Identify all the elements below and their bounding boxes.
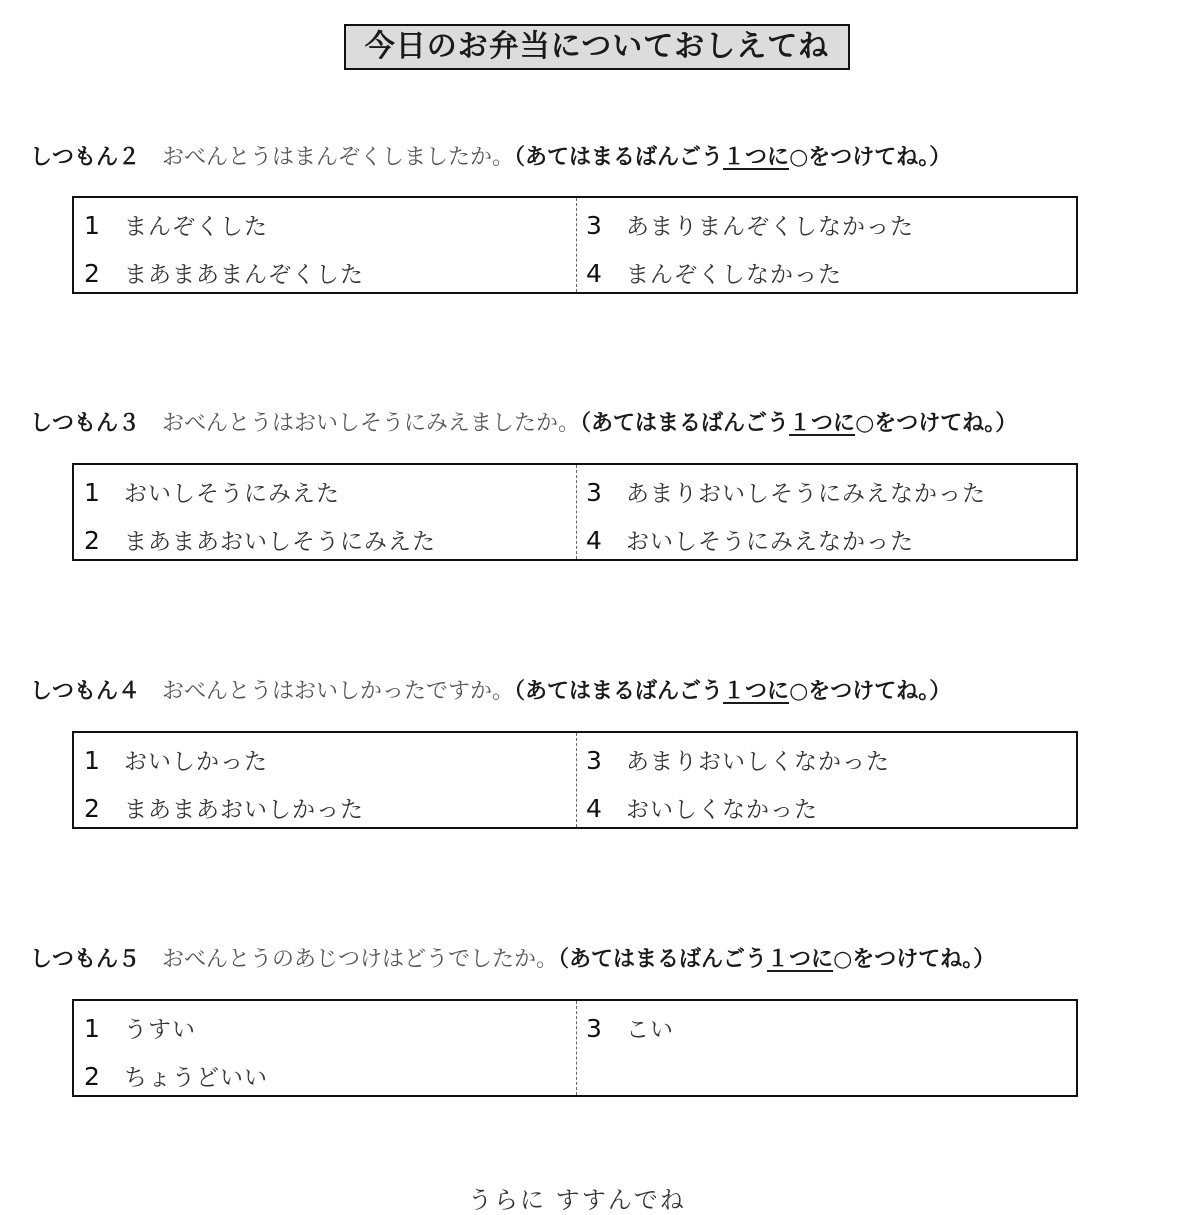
question-text: おべんとうはまんぞくしましたか。 — [162, 145, 515, 170]
answer-box-2 — [72, 196, 1078, 294]
question-label: しつもん２ — [30, 145, 141, 170]
question-label: しつもん３ — [30, 411, 141, 436]
column-divider — [576, 733, 577, 827]
answer-box-5 — [72, 999, 1078, 1097]
question-text: おべんとうのあじつけはどうでしたか。 — [162, 947, 559, 972]
column-divider — [576, 198, 577, 292]
question-label: しつもん４ — [30, 679, 141, 704]
answer-box-3 — [72, 463, 1078, 561]
answer-option[interactable]: 1 うすい — [84, 1014, 196, 1043]
answer-option[interactable]: 2 ちょうどいい — [84, 1062, 268, 1091]
answer-box-4 — [72, 731, 1078, 829]
page-title: 今日のお弁当についておしえてね — [344, 24, 850, 70]
answer-option[interactable]: 4 おいしそうにみえなかった — [586, 526, 914, 555]
answer-option[interactable]: 2 まあまあまんぞくした — [84, 259, 364, 288]
answer-option[interactable]: 2 まあまあおいしそうにみえた — [84, 526, 436, 555]
question-4 — [30, 674, 1170, 705]
question-label: しつもん５ — [30, 947, 141, 972]
question-3 — [30, 406, 1170, 437]
answer-option[interactable]: 3 こい — [586, 1014, 674, 1043]
question-5 — [30, 942, 1170, 973]
question-text: おべんとうはおいしかったですか。 — [162, 679, 515, 704]
question-instruction: （あてはまるばんごう１つに○をつけてね。） — [580, 411, 1018, 436]
answer-option[interactable]: 1 おいしかった — [84, 746, 268, 775]
answer-option[interactable]: 4 まんぞくしなかった — [586, 259, 842, 288]
answer-option[interactable]: 2 まあまあおいしかった — [84, 794, 364, 823]
answer-option[interactable]: 1 まんぞくした — [84, 211, 268, 240]
answer-option[interactable]: 3 あまりおいしくなかった — [586, 746, 890, 775]
column-divider — [576, 1001, 577, 1095]
answer-option[interactable]: 3 あまりまんぞくしなかった — [586, 211, 914, 240]
question-instruction: （あてはまるばんごう１つに○をつけてね。） — [558, 947, 996, 972]
footer-note: うらに すすんでね — [468, 1186, 686, 1214]
column-divider — [576, 465, 577, 559]
question-text: おべんとうはおいしそうにみえましたか。 — [162, 411, 581, 436]
answer-option[interactable]: 1 おいしそうにみえた — [84, 478, 340, 507]
answer-option[interactable]: 3 あまりおいしそうにみえなかった — [586, 478, 986, 507]
answer-option[interactable]: 4 おいしくなかった — [586, 794, 818, 823]
question-instruction: （あてはまるばんごう１つに○をつけてね。） — [514, 145, 952, 170]
question-2 — [30, 140, 1170, 171]
question-instruction: （あてはまるばんごう１つに○をつけてね。） — [514, 679, 952, 704]
